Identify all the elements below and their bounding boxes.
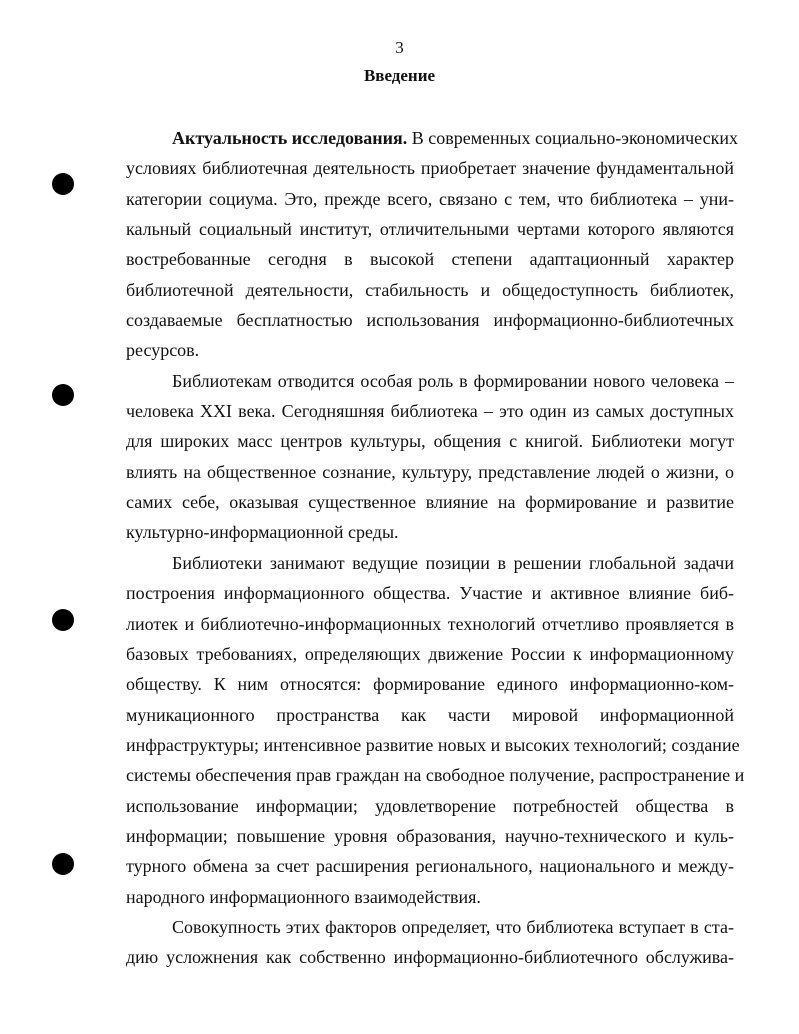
text-line: кальный социальный институт, отличительными чертами которого являются <box>126 219 734 240</box>
text-line: самих себе, оказывая существенное влияние на формирование и развитие <box>126 492 734 513</box>
punch-hole <box>52 384 74 406</box>
text-line <box>126 123 738 153</box>
punch-hole <box>52 173 74 195</box>
body-text <box>126 123 745 973</box>
punch-hole <box>52 609 74 631</box>
text-line: информации; повышение уровня образования, научно-технического и куль- <box>126 825 734 846</box>
text-line: человека XXI века. Сегодняшняя библиотека – это один из самых доступных <box>126 401 734 422</box>
lead-phrase: Актуальность исследования. <box>172 128 408 148</box>
paragraph <box>126 912 734 973</box>
text-line: обществу. К ним относятся: формирование единого информационно-ком- <box>126 674 734 695</box>
text-line: ресурсов. <box>126 340 200 361</box>
text-line: базовых требованиях, определяющих движение России к информационному <box>126 643 734 664</box>
text-line: муникационного пространства как части мировой информационной <box>126 704 734 725</box>
text-line: условиях библиотечная деятельность приобретает значение фундаментальной <box>126 158 734 179</box>
paragraph <box>126 366 734 548</box>
text-line: народного информационного взаимодействия. <box>126 886 481 907</box>
text-line: построения информационного общества. Участие и активное влияние биб- <box>126 583 734 604</box>
paragraph <box>126 548 745 912</box>
text-fragment: В современных социально-экономических <box>407 128 738 148</box>
text-line: дию усложнения как собственно информационно-библиотечного обслужива- <box>126 947 734 968</box>
text-line: Совокупность этих факторов определяет, что библиотека вступает в ста- <box>172 916 734 937</box>
text-line: инфраструктуры; интенсивное развитие новых и высоких технологий; создание <box>126 734 740 755</box>
text-line: использование информации; удовлетворение потребностей общества в <box>126 795 734 816</box>
text-line: востребованные сегодня в высокой степени адаптационный характер <box>126 249 734 270</box>
text-line: лиотек и библиотечно-информационных технологий отчетливо проявляется в <box>126 613 734 634</box>
text-line: категории социума. Это, прежде всего, связано с тем, что библиотека – уни- <box>126 188 734 209</box>
paragraph <box>126 123 738 366</box>
text-line: влиять на общественное сознание, культуру, представление людей о жизни, о <box>126 461 734 482</box>
text-line: системы обеспечения прав граждан на свободное получение, распространение и <box>126 765 745 786</box>
section-title: Введение <box>363 66 436 85</box>
text-line: создаваемые бесплатностью использования информационно-библиотечных <box>126 310 734 331</box>
text-line: Библиотеки занимают ведущие позиции в решении глобальной задачи <box>172 552 734 573</box>
text-line: для широких масс центров культуры, общения с книгой. Библиотеки могут <box>126 431 734 452</box>
punch-hole <box>52 853 74 875</box>
text-line: турного обмена за счет расширения регионального, национального и между- <box>126 856 734 877</box>
text-line: библиотечной деятельности, стабильность и общедоступность библиотек, <box>126 279 734 300</box>
page-number: 3 <box>395 38 404 57</box>
text-line: Библиотекам отводится особая роль в формировании нового человека – <box>172 370 734 391</box>
text-line: культурно-информационной среды. <box>126 522 399 543</box>
